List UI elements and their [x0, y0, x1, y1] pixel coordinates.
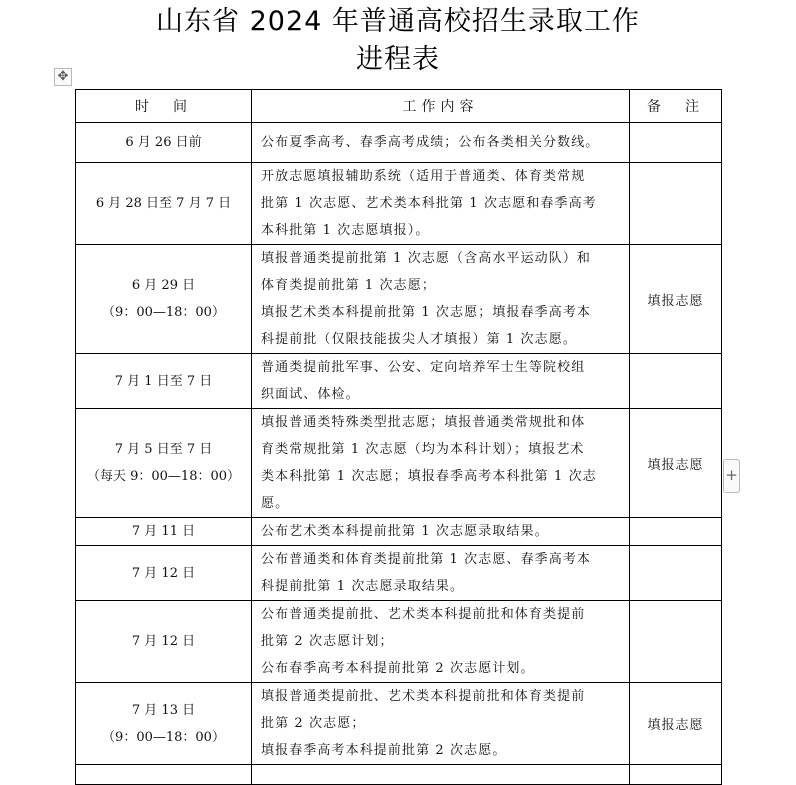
content-text: 公布夏季高考、春季高考成绩；公布各类相关分数线。: [261, 135, 600, 150]
cell-content: [252, 409, 630, 518]
time-text: 7 月 12 日: [131, 565, 196, 581]
content-text: 普通类提前批军事、公安、定向培养军士生等院校组: [261, 360, 586, 375]
time-text: 7 月 12 日: [131, 634, 196, 649]
cell-note: [630, 354, 722, 409]
cell-time: [76, 765, 252, 785]
content-text: 体育类提前批第 1 次志愿；: [261, 278, 436, 293]
cell-time: [76, 163, 252, 245]
cell-time: [76, 409, 252, 518]
cell-note: [630, 765, 722, 785]
table-row: [76, 546, 722, 601]
time-text: （9：00—18：00）: [102, 729, 225, 745]
cell-content: [252, 683, 630, 765]
cell-time: [76, 601, 252, 683]
time-text: 6 月 29 日: [131, 278, 196, 293]
content-text: 愿。: [261, 496, 290, 511]
content-text: 科提前批第 1 次志愿录取结果。: [261, 579, 465, 594]
cell-content: [252, 765, 630, 785]
content-text: 开放志愿填报辅助系统（适用于普通类、体育类常规: [261, 169, 586, 184]
content-text: 公布艺术类本科提前批第 1 次志愿录取结果。: [261, 524, 549, 539]
table-row: [76, 765, 722, 785]
content-text: 填报普通类提前批、艺术类本科提前批和体育类提前: [261, 689, 586, 704]
cell-content: [252, 354, 630, 409]
time-text: （每天 9：00—18：00）: [86, 469, 241, 484]
time-text: 7 月 5 日至 7 日: [114, 442, 213, 457]
cell-note: [630, 601, 722, 683]
content-text: 填报普通类特殊类型批志愿；填报普通类常规批和体: [261, 415, 586, 430]
content-text: 育类常规批第 1 次志愿（均为本科计划）；填报艺术: [261, 442, 585, 457]
table-row: [76, 409, 722, 518]
time-text: （9：00—18：00）: [102, 305, 225, 320]
content-text: 公布春季高考本科提前批第 2 次志愿计划。: [261, 661, 535, 676]
header-note: 备 注: [630, 90, 722, 123]
cell-time: [76, 683, 252, 765]
cell-note: 填报志愿: [630, 245, 722, 354]
cell-content: [252, 546, 630, 601]
cell-content: [252, 123, 630, 163]
time-text: 6 月 28 日至 7 月 7 日: [95, 196, 232, 211]
cell-note: 填报志愿: [630, 683, 722, 765]
time-text: 7 月 1 日至 7 日: [114, 373, 213, 389]
table-row: [76, 163, 722, 245]
time-text: 6 月 26 日前: [125, 135, 202, 150]
cell-time: [76, 518, 252, 546]
cell-content: [252, 601, 630, 683]
cell-note: 填报志愿: [630, 409, 722, 518]
content-text: 本科批第 1 次志愿填报）。: [261, 223, 430, 238]
table-row: [76, 123, 722, 163]
cell-note: [630, 518, 722, 546]
table-move-handle-icon[interactable]: ✥: [54, 68, 72, 86]
content-text: 批第 2 次志愿；: [261, 716, 366, 731]
content-text: 类本科批第 1 次志愿；填报春季高考本科批第 1 次志: [261, 469, 597, 484]
document-title-line2: 进程表: [356, 44, 440, 75]
cell-content: [252, 518, 630, 546]
content-text: 公布普通类和体育类提前批第 1 次志愿、春季高考本: [261, 552, 592, 567]
table-row: [76, 683, 722, 765]
cell-time: [76, 546, 252, 601]
time-text: 7 月 11 日: [131, 524, 196, 539]
cell-note: [630, 123, 722, 163]
content-text: 填报春季高考本科提前批第 2 次志愿。: [261, 743, 507, 758]
table-header-row: [76, 90, 722, 123]
document-title-line1: 山东省 2024 年普通高校招生录取工作: [156, 6, 640, 37]
table-row: [76, 354, 722, 409]
cell-time: [76, 123, 252, 163]
add-column-icon[interactable]: +: [723, 459, 740, 493]
cell-content: [252, 163, 630, 245]
cell-time: [76, 245, 252, 354]
content-text: 批第 1 次志愿、艺术类本科批第 1 次志愿和春季高考: [261, 196, 597, 211]
content-text: 科提前批（仅限技能拔尖人才填报）第 1 次志愿。: [261, 332, 577, 347]
schedule-table: [75, 89, 722, 785]
content-text: 填报普通类提前批第 1 次志愿（含高水平运动队）和: [261, 251, 592, 266]
header-content: 工作内容: [252, 90, 630, 123]
cell-content: [252, 245, 630, 354]
cell-note: [630, 546, 722, 601]
time-text: 7 月 13 日: [131, 702, 196, 718]
content-text: 批第 2 次志愿计划；: [261, 634, 394, 649]
table-row: [76, 601, 722, 683]
cell-time: [76, 354, 252, 409]
table-row: [76, 518, 722, 546]
header-time: 时 间: [76, 90, 252, 123]
content-text: 公布普通类提前批、艺术类本科提前批和体育类提前: [261, 607, 586, 622]
content-text: 织面试、体检。: [261, 387, 360, 402]
table-row: [76, 245, 722, 354]
content-text: 填报艺术类本科提前批第 1 次志愿；填报春季高考本: [261, 305, 592, 320]
cell-note: [630, 163, 722, 245]
